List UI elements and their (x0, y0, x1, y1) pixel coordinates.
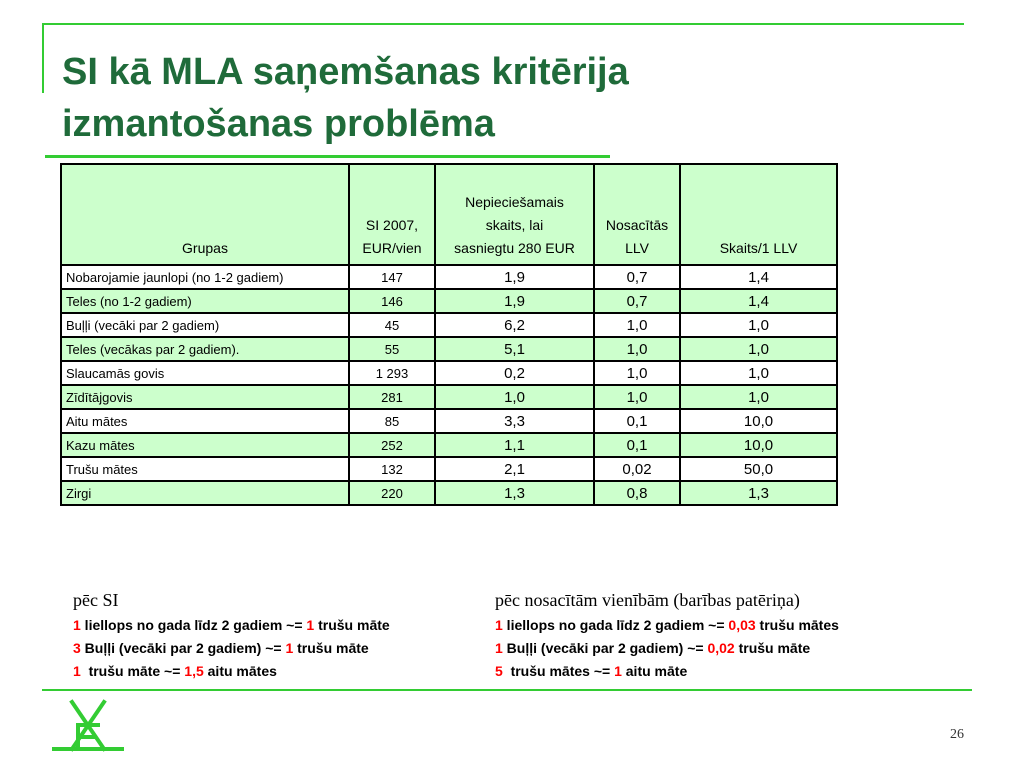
cell-group-name: Teles (vecākas par 2 gadiem). (61, 337, 349, 361)
table-row (61, 433, 837, 457)
header-si: SI 2007, EUR/vien (349, 164, 435, 265)
cell-si-value: 252 (349, 433, 435, 457)
comparison-line (73, 637, 390, 660)
bottom-accent-line (42, 689, 972, 691)
cell-llv: 1,0 (594, 385, 680, 409)
highlight-number: 0,02 (707, 640, 735, 656)
table-row (61, 481, 837, 505)
cell-needed-count: 0,2 (435, 361, 594, 385)
cell-llv: 0,7 (594, 265, 680, 289)
cell-group-name: Slaucamās govis (61, 361, 349, 385)
comparison-units-heading: pēc nosacītām vienībām (barības patēriņa) (495, 590, 800, 610)
comparison-text: trušu māte (314, 617, 390, 633)
logo-icon (52, 698, 124, 753)
cell-si-value: 220 (349, 481, 435, 505)
title-underline (45, 155, 610, 158)
table-row (61, 409, 837, 433)
cell-llv: 0,8 (594, 481, 680, 505)
cell-llv: 0,1 (594, 433, 680, 457)
highlight-number: 1 (495, 617, 503, 633)
table-row (61, 313, 837, 337)
highlight-number: 1 (73, 663, 81, 679)
page-number: 26 (950, 727, 964, 742)
cell-si-value: 45 (349, 313, 435, 337)
cell-si-value: 281 (349, 385, 435, 409)
cell-needed-count: 1,0 (435, 385, 594, 409)
cell-si-value: 132 (349, 457, 435, 481)
cell-count-per-llv: 50,0 (680, 457, 837, 481)
cell-group-name: Aitu mātes (61, 409, 349, 433)
highlight-number: 5 (495, 663, 503, 679)
comparison-text: Buļļi (vecāki par 2 gadiem) ~= (502, 640, 708, 656)
cell-si-value: 85 (349, 409, 435, 433)
cell-needed-count: 5,1 (435, 337, 594, 361)
title-line-1: SI kā MLA saņemšanas kritērija (62, 51, 629, 93)
cell-group-name: Nobarojamie jaunlopi (no 1-2 gadiem) (61, 265, 349, 289)
cell-si-value: 55 (349, 337, 435, 361)
highlight-number: 1,5 (184, 663, 204, 679)
comparison-si-heading: pēc SI (73, 590, 119, 610)
header-count-per-llv: Skaits/1 LLV (680, 164, 837, 265)
cell-si-value: 146 (349, 289, 435, 313)
cell-count-per-llv: 10,0 (680, 433, 837, 457)
comparison-line (495, 660, 839, 683)
criteria-table (60, 163, 838, 506)
cell-llv: 1,0 (594, 361, 680, 385)
highlight-number: 3 (73, 640, 81, 656)
highlight-number: 1 (306, 617, 315, 633)
comparison-text: liellops no gada līdz 2 gadiem ~= (502, 617, 729, 633)
cell-count-per-llv: 1,0 (680, 313, 837, 337)
cell-needed-count: 3,3 (435, 409, 594, 433)
cell-needed-count: 1,9 (435, 289, 594, 313)
comparison-text: trušu māte (734, 640, 811, 656)
highlight-number: 0,03 (728, 617, 756, 633)
table-row (61, 457, 837, 481)
highlight-number: 1 (495, 640, 503, 656)
comparison-line (495, 637, 839, 660)
page-title (62, 46, 962, 150)
highlight-number: 1 (73, 617, 81, 633)
comparison-units-lines (495, 614, 839, 683)
cell-llv: 0,7 (594, 289, 680, 313)
comparison-text: Buļļi (vecāki par 2 gadiem) ~= (80, 640, 286, 656)
table-row (61, 289, 837, 313)
cell-llv: 0,1 (594, 409, 680, 433)
comparison-text: aitu mātes (203, 663, 277, 679)
cell-count-per-llv: 1,3 (680, 481, 837, 505)
cell-si-value: 147 (349, 265, 435, 289)
cell-count-per-llv: 1,4 (680, 265, 837, 289)
title-line-2: izmantošanas problēma (62, 103, 495, 145)
cell-needed-count: 1,3 (435, 481, 594, 505)
comparison-line (73, 660, 390, 683)
comparison-by-si (73, 590, 390, 683)
cell-llv: 1,0 (594, 313, 680, 337)
comparison-text: trušu māte ~= (80, 663, 185, 679)
comparison-si-lines (73, 614, 390, 683)
cell-count-per-llv: 1,0 (680, 337, 837, 361)
cell-needed-count: 1,9 (435, 265, 594, 289)
cell-group-name: Trušu mātes (61, 457, 349, 481)
cell-count-per-llv: 1,4 (680, 289, 837, 313)
highlight-number: 1 (285, 640, 294, 656)
cell-needed-count: 1,1 (435, 433, 594, 457)
cell-needed-count: 6,2 (435, 313, 594, 337)
cell-count-per-llv: 1,0 (680, 361, 837, 385)
table-row (61, 337, 837, 361)
top-accent-line (42, 23, 964, 25)
comparison-text: trušu mātes (755, 617, 839, 633)
cell-llv: 0,02 (594, 457, 680, 481)
comparison-text: aitu māte (621, 663, 688, 679)
comparison-by-units (495, 590, 839, 683)
table-row (61, 385, 837, 409)
table-header-row (61, 164, 837, 265)
header-groups: Grupas (61, 164, 349, 265)
cell-group-name: Buļļi (vecāki par 2 gadiem) (61, 313, 349, 337)
header-llv: Nosacītās LLV (594, 164, 680, 265)
header-needed-count: Nepieciešamais skaits, lai sasniegtu 280 EUR (435, 164, 594, 265)
cell-llv: 1,0 (594, 337, 680, 361)
cell-count-per-llv: 10,0 (680, 409, 837, 433)
table-row (61, 361, 837, 385)
cell-group-name: Kazu mātes (61, 433, 349, 457)
cell-si-value: 1 293 (349, 361, 435, 385)
cell-group-name: Teles (no 1-2 gadiem) (61, 289, 349, 313)
cell-needed-count: 2,1 (435, 457, 594, 481)
highlight-number: 1 (614, 663, 622, 679)
cell-group-name: Zirgi (61, 481, 349, 505)
table-body (61, 265, 837, 505)
table-row (61, 265, 837, 289)
cell-count-per-llv: 1,0 (680, 385, 837, 409)
comparison-line (495, 614, 839, 637)
comparison-line (73, 614, 390, 637)
cell-group-name: Zīdītājgovis (61, 385, 349, 409)
comparison-text: trušu mātes ~= (502, 663, 615, 679)
comparison-text: liellops no gada līdz 2 gadiem ~= (80, 617, 307, 633)
comparison-text: trušu māte (293, 640, 369, 656)
left-accent-line (42, 23, 44, 93)
